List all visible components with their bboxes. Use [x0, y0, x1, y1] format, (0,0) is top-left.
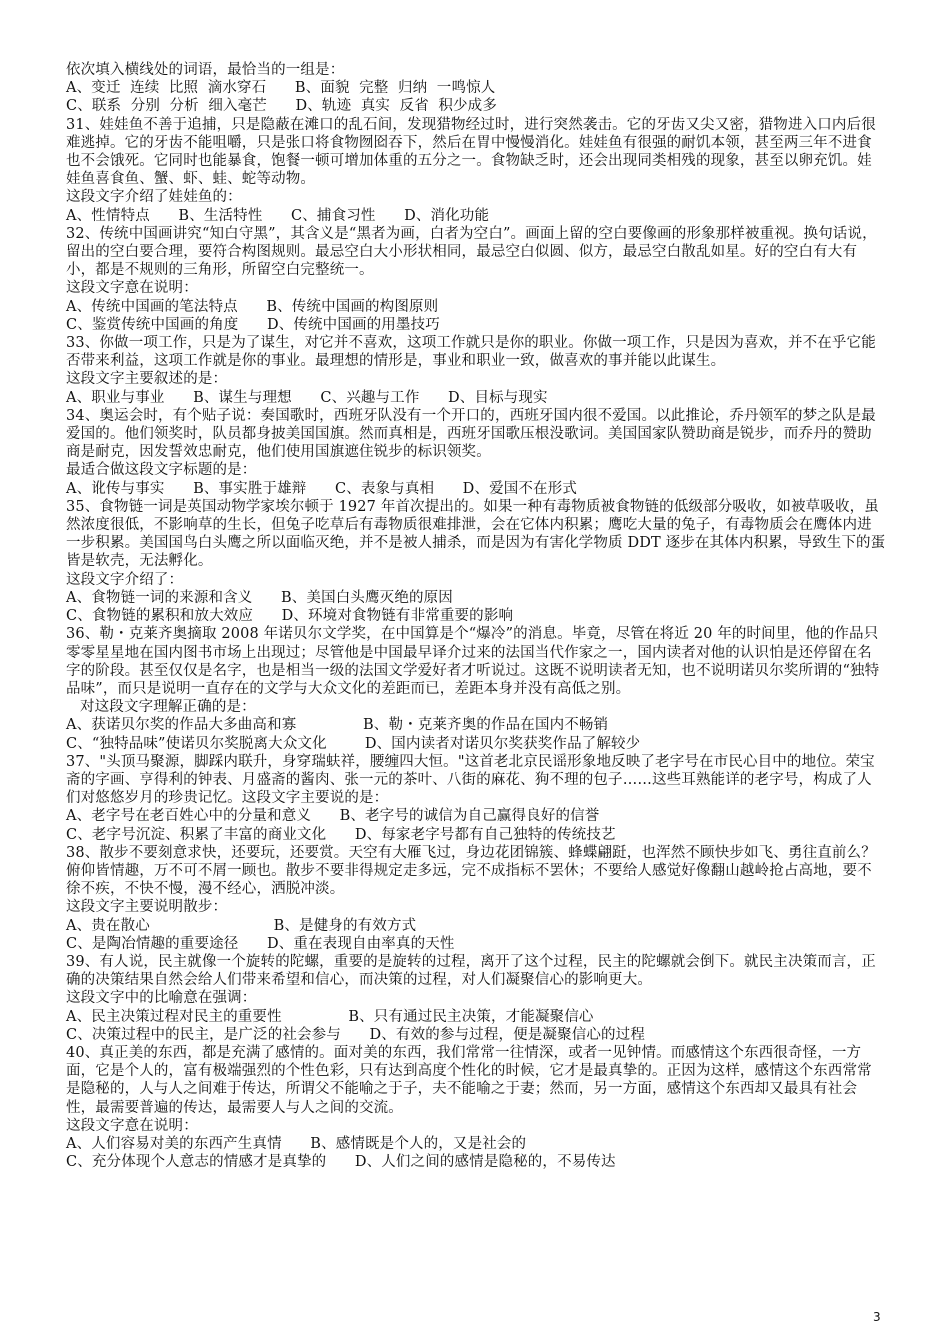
- question-stem: 对这段文字理解正确的是：: [80, 699, 256, 716]
- question-31-passage: 31、娃娃鱼不善于追捕，只是隐蔽在滩口的乱石间，发现猎物经过时，进行突然袭击。它的牙齿又尖又密，猎物进入口内后很难逃掉。它的牙齿不能咀嚼，只是张口将食物囫囵吞下，然后在胃中慢慢消化。娃娃鱼有很强的耐饥本领，甚至两三年不进食也不会饿死。它同时也能暴食，饱餐一顿可增加体重的五分之一。食物缺乏时，还会出现同类相残的现象，甚至以卵充饥。娃娃鱼喜食鱼、蟹、虾、蛙、蛇等动物。: [66, 116, 876, 188]
- answer-options: A、食物链一词的来源和含义 B、美国白头鹰灭绝的原因: [66, 589, 453, 606]
- question-stem: 这段文字主要叙述的是：: [66, 371, 228, 388]
- question-stem: 这段文字主要说明散步：: [66, 899, 228, 916]
- answer-options: A、人们容易对美的东西产生真情 B、感情既是个人的，又是社会的: [66, 1135, 527, 1152]
- question-35-passage: 35、食物链一词是英国动物学家埃尔顿于 1927 年首次提出的。如果一种有毒物质被食物链的低级部分吸收，如被草吸收，虽然浓度很低，不影响草的生长，但兔子吃草后有毒物质很难排泄，会在它体内积累；鹰吃大量的兔子，有毒物质会在鹰体内进一步积累。美国国鸟白头鹰之所以面临灭绝，并不是被人捕杀，而是因为有害化学物质 DDT 逐步在其体内积累，导致生下的蛋皆是软壳，无法孵化。: [66, 498, 886, 570]
- answer-options: A、变迁 连续 比照 滴水穿石 B、面貌 完整 归纳 一鸣惊人: [66, 80, 496, 97]
- question-stem: 最适合做这段文字标题的是：: [66, 462, 257, 479]
- answer-options: C、是陶冶情趣的重要途径 D、重在表现自由率真的天性: [66, 935, 455, 952]
- question-stem: 这段文字介绍了娃娃鱼的：: [66, 189, 242, 206]
- question-stem: 这段文字意在说明：: [66, 280, 198, 297]
- question-34-passage: 34、奥运会时，有个贴子说：奏国歌时，西班牙队没有一个开口的，西班牙国内很不爱国。以此推论，乔丹领军的梦之队是最爱国的。他们领奖时，队员都身披美国国旗。然而真相是，西班牙国歌压根没歌词。美国国家队赞助商是锐步，而乔丹的赞助商是耐克，因发誓效忠耐克，他们使用国旗遮住锐步的标识领奖。: [66, 407, 876, 461]
- answer-options: A、性情特点 B、生活特性 C、捕食习性 D、消化功能: [66, 207, 490, 224]
- answer-options: C、食物链的累积和放大效应 D、环境对食物链有非常重要的影响: [66, 608, 514, 625]
- question-stem: 依次填入横线处的词语，最恰当的一组是：: [66, 62, 345, 78]
- answer-options: A、讹传与事实 B、事实胜于雄辩 C、表象与真相 D、爱国不在形式: [66, 480, 578, 497]
- answer-options: C、“独特品味”使诺贝尔奖脱离大众文化 D、国内读者对诺贝尔奖获奖作品了解较少: [66, 735, 641, 752]
- page-number: 3: [873, 1310, 881, 1324]
- question-stem: 这段文字中的比喻意在强调：: [66, 990, 257, 1007]
- question-39-passage: 39、有人说，民主就像一个旋转的陀螺，重要的是旋转的过程，离开了这个过程，民主的陀螺就会倒下。就民主决策而言，正确的决策结果自然会给人们带来希望和信心，而决策的过程，对人们凝聚信心的影响更大。: [66, 953, 876, 989]
- answer-options: A、贵在散心 B、是健身的有效方式: [66, 917, 417, 934]
- answer-options: A、获诺贝尔奖的作品大多曲高和寡 B、勒・克莱齐奥的作品在国内不畅销: [66, 717, 609, 734]
- question-32-passage: 32、传统中国画讲究“知白守黑”，其含义是“黑者为画，白者为空白”。画面上留的空白要像画的形象那样被重视。换句话说，留出的空白要合理，要符合构图规则。最忌空白大小形状相同，最忌空白似圆、似方，最忌空白散乱如星。好的空白有大有小，都是不规则的三角形，所留空白完整统一。: [66, 225, 877, 279]
- answer-options: C、充分体现个人意志的情感才是真挚的 D、人们之间的感情是隐秘的，不易传达: [66, 1154, 616, 1171]
- answer-options: C、鉴赏传统中国画的角度 D、传统中国画的用墨技巧: [66, 316, 440, 333]
- question-stem: 这段文字意在说明：: [66, 1117, 198, 1134]
- question-38-passage: 38、散步不要刻意求快，还要玩，还要赏。天空有大雁飞过，身边花团锦簇、蜂蝶翩跹，也浑然不顾快步如飞、勇往直前么？俯仰皆情趣，万不可不屑一顾也。散步不要非得规定走多远，完不成指标不罢休；不要给人感觉好像翻山越岭抢占高地，要不徐不疾，不快不慢，漫不经心，洒脱冲淡。: [66, 844, 876, 898]
- answer-options: C、决策过程中的民主，是广泛的社会参与 D、有效的参与过程，便是凝聚信心的过程: [66, 1026, 645, 1043]
- answer-options: A、民主决策过程对民主的重要性 B、只有通过民主决策，才能凝聚信心: [66, 1008, 594, 1025]
- question-36-passage: 36、勒・克莱齐奥摘取 2008 年诺贝尔文学奖，在中国算是个“爆冷”的消息。毕竟，尽管在将近 20 年的时间里，他的作品只零零星星地在国内图书市场上出现过；尽管他是中国最早译介过来的法国当代作家之一，国内读者对他的认识怕是还停留在名字的阶段。甚至仅仅是名字，也是相当一级的法国文学爱好者才听说过。这既不说明读者无知，也不说明诺贝尔奖所谓的“独特品味”，而只是说明一直存在的文学与大众文化的差距而已，差距本身并没有高低之别。: [66, 626, 880, 697]
- answer-options: A、传统中国画的笔法特点 B、传统中国画的构图原则: [66, 298, 439, 315]
- answer-options: A、老字号在老百姓心中的分量和意义 B、老字号的诚信为自己赢得良好的信誉: [66, 808, 600, 825]
- answer-options: C、老字号沉淀、积累了丰富的商业文化 D、每家老字号都有自己独特的传统技艺: [66, 826, 616, 843]
- answer-options: C、联系 分别 分析 细入毫芒 D、轨迹 真实 反省 积少成多: [66, 98, 497, 115]
- question-40-passage: 40、真正美的东西，都是充满了感情的。面对美的东西，我们常常一往情深，或者一见钟情。而感情这个东西很奇怪，一方面，它是个人的，富有极端强烈的个性色彩，只有达到高度个性化的时候，它才是最真挚的。正因为这样，感情这个东西常常是隐秘的，人与人之间难于传达，所谓父不能喻之于子，夫不能喻之于妻；然而，另一方面，感情这个东西却又最具有社会性，最需要普遍的传达，最需要人与人之间的交流。: [66, 1044, 872, 1116]
- question-37-passage: 37、"头顶马聚源，脚踩内联升，身穿瑞蚨祥，腰缠四大恒。"这首老北京民谣形象地反映了老字号在市民心目中的地位。荣宝斋的字画、亨得利的钟表、月盛斋的酱肉、张一元的茶叶、八街的麻花、狗不理的包子……这些耳熟能详的老字号，构成了人们对悠悠岁月的珍贵记忆。这段文字主要说的是：: [66, 753, 875, 807]
- question-33-passage: 33、你做一项工作，只是为了谋生，对它并不喜欢，这项工作就只是你的职业。你做一项工作，只是因为喜欢，并不在乎它能否带来利益，这项工作就是你的事业。最理想的情形是，事业和职业一致，做喜欢的事并能以此谋生。: [66, 335, 876, 370]
- answer-options: A、职业与事业 B、谋生与理想 C、兴趣与工作 D、目标与现实: [66, 389, 548, 406]
- question-stem: 这段文字介绍了：: [66, 571, 184, 588]
- document-body: [66, 61, 886, 1171]
